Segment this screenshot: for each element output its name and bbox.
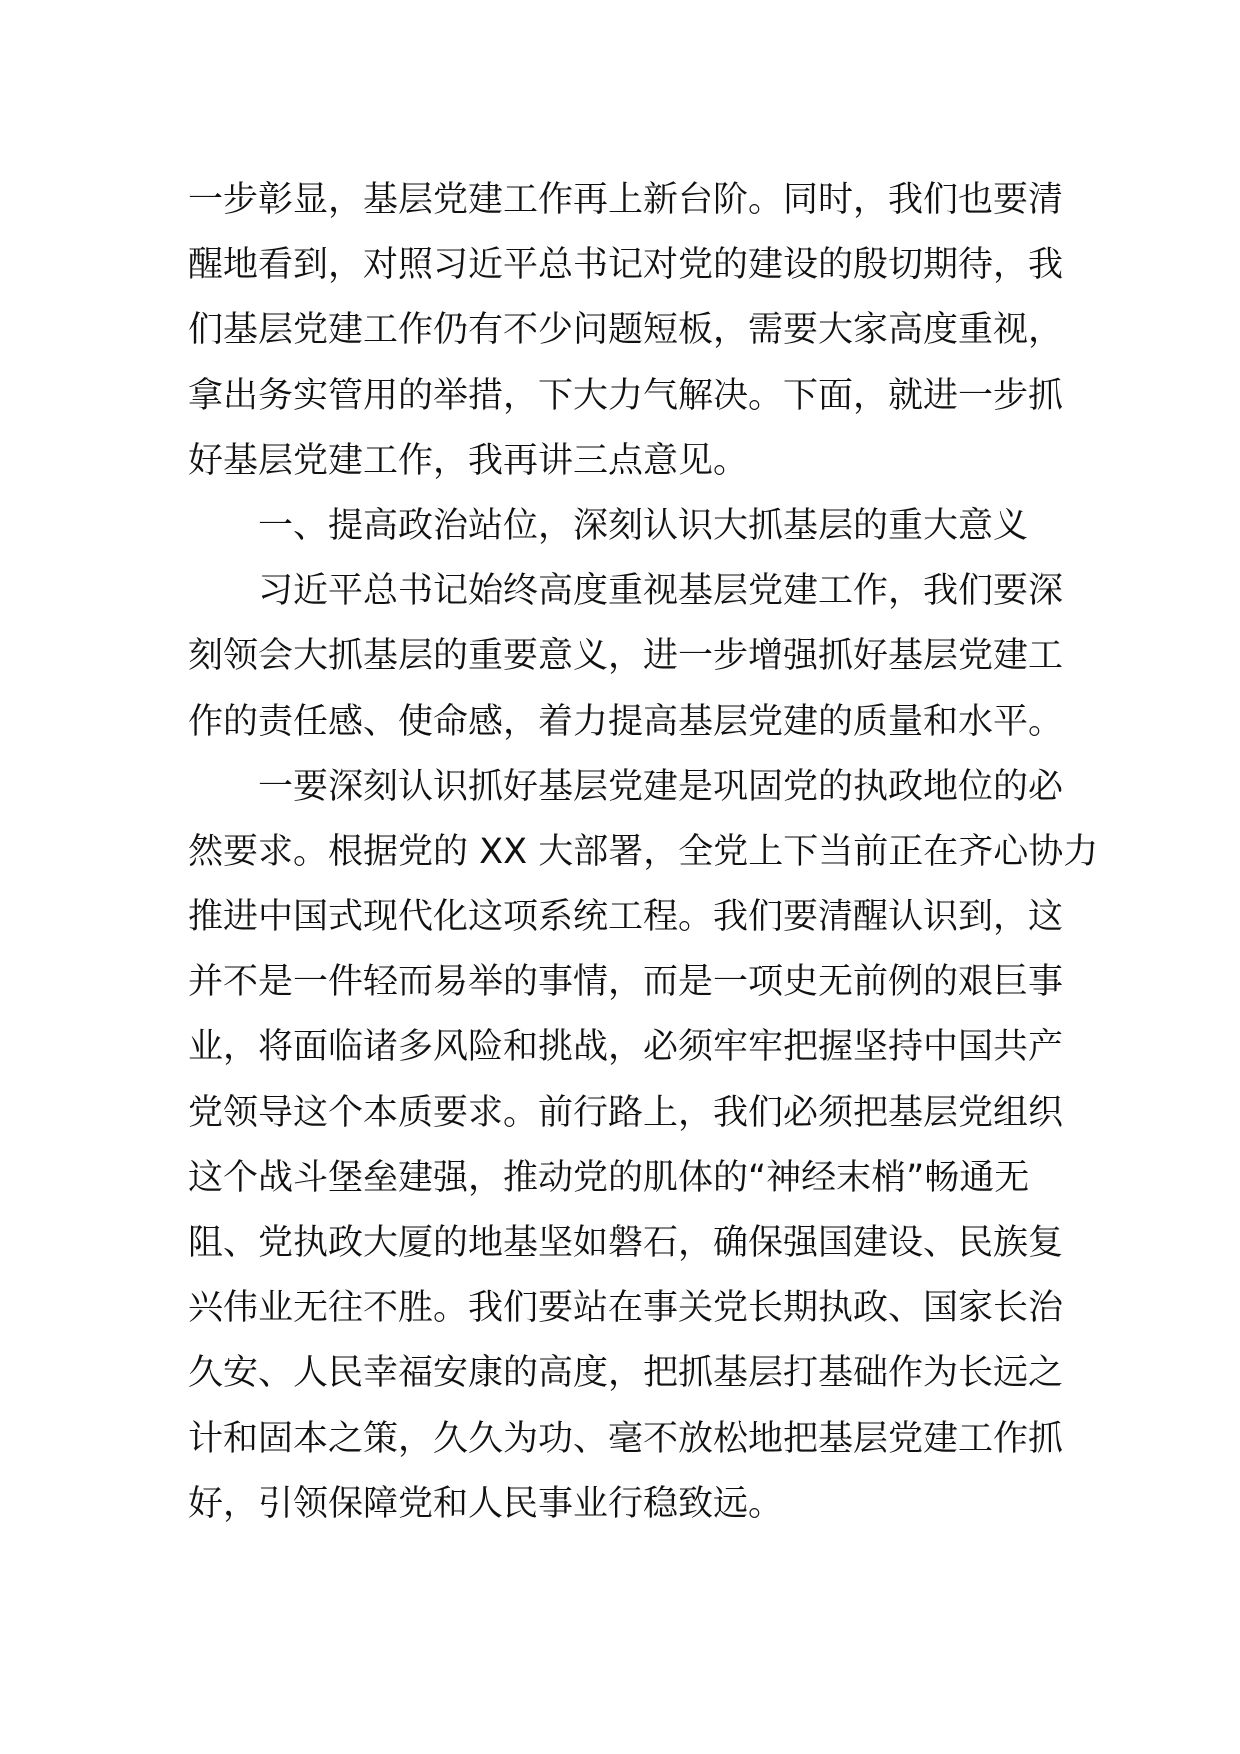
- text-line: 业，将面临诸多风险和挑战，必须牢牢把握坚持中国共产: [188, 1027, 1064, 1068]
- section-heading: 一、提高政治站位，深刻认识大抓基层的重大意义: [258, 505, 1029, 546]
- body-text: [188, 168, 1099, 1537]
- text-line: 醒地看到，对照习近平总书记对党的建设的殷切期待，我: [188, 245, 1064, 286]
- text-line: 拿出务实管用的举措，下大力气解决。下面，就进一步抓: [188, 375, 1064, 416]
- text-line: 作的责任感、使命感，着力提高基层党建的质量和水平。: [188, 701, 1064, 742]
- text-line: 党领导这个本质要求。前行路上，我们必须把基层党组织: [188, 1092, 1064, 1133]
- text-line: 计和固本之策，久久为功、毫不放松地把基层党建工作抓: [188, 1418, 1064, 1459]
- text-line: 并不是一件轻而易举的事情，而是一项史无前例的艰巨事: [188, 962, 1064, 1003]
- text-line: 兴伟业无往不胜。我们要站在事关党长期执政、国家长治: [188, 1288, 1064, 1329]
- text-line: 好基层党建工作，我再讲三点意见。: [188, 440, 749, 481]
- text-line: 好，引领保障党和人民事业行稳致远。: [188, 1483, 784, 1524]
- text-line: 然要求。根据党的 XX 大部署，全党上下当前正在齐心协力: [188, 831, 1099, 872]
- text-line: 习近平总书记始终高度重视基层党建工作，我们要深: [258, 571, 1064, 612]
- text-line: 这个战斗堡垒建强，推动党的肌体的“神经末梢”畅通无: [188, 1157, 1030, 1198]
- text-line: 一步彰显，基层党建工作再上新台阶。同时，我们也要清: [188, 180, 1064, 220]
- text-line: 推进中国式现代化这项系统工程。我们要清醒认识到，这: [188, 897, 1064, 938]
- text-line: 阻、党执政大厦的地基坚如磐石，确保强国建设、民族复: [188, 1223, 1064, 1263]
- text-line: 久安、人民幸福安康的高度，把抓基层打基础作为长远之: [188, 1353, 1064, 1394]
- text-line: 们基层党建工作仍有不少问题短板，需要大家高度重视，: [188, 310, 1064, 351]
- text-line: 一要深刻认识抓好基层党建是巩固党的执政地位的必: [258, 766, 1064, 807]
- text-line: 刻领会大抓基层的重要意义，进一步增强抓好基层党建工: [188, 636, 1064, 677]
